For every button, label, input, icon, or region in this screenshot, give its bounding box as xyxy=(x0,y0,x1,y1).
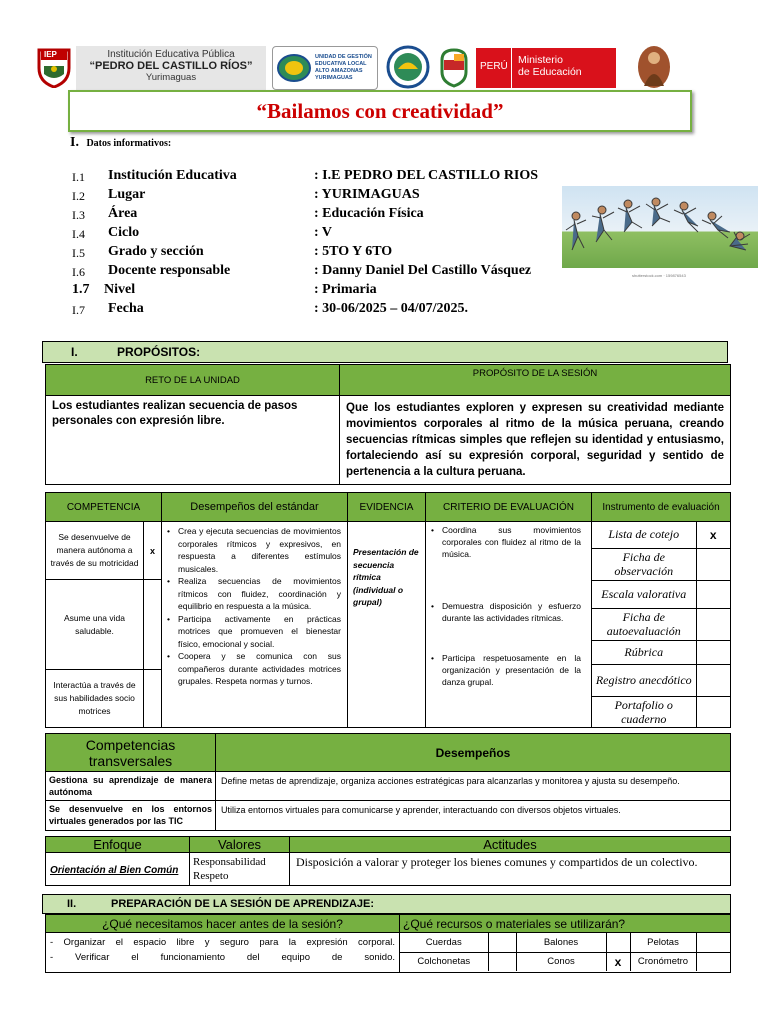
competencia-mark xyxy=(144,522,162,580)
peru-coat-of-arms-icon xyxy=(438,46,470,88)
datos-row xyxy=(72,187,592,206)
proposito-header-label: PROPÓSITO DE LA SESIÓN xyxy=(472,368,598,379)
datos-row-label: Lugar xyxy=(108,187,146,202)
competencia-item xyxy=(46,670,144,728)
transversal-comp: Gestiona su aprendizaje de manera autónoma xyxy=(46,772,216,801)
transversal-desc: Define metas de aprendizaje, organiza acciones estratégicas para alcanzarlas y monitorea y ajusta su desempeño. xyxy=(216,772,731,801)
materiales-grid xyxy=(400,933,730,971)
instrumento-name: Lista de cotejo xyxy=(592,522,696,548)
photo-credit: shutterstock.com · 159876543 xyxy=(632,273,686,278)
ugel-line4: YURIMAGUAS xyxy=(315,75,353,81)
datos-row-label: Fecha xyxy=(108,301,144,316)
instrumentos-list xyxy=(592,522,730,727)
institution-line3: Yurimaguas xyxy=(145,72,197,83)
transversales-header-right-label: Desempeños xyxy=(435,745,511,760)
datos-row xyxy=(72,206,592,225)
instrumento-name: Rúbrica xyxy=(592,640,696,664)
instrumento-mark xyxy=(696,580,730,608)
enfoque-table xyxy=(45,836,731,886)
reto-cell xyxy=(46,396,340,485)
actitud-text: Disposición a valorar y proteger los bienes comunes y compartidos de un colectivo. xyxy=(296,855,698,869)
datos-row-label: Docente responsable xyxy=(108,263,231,278)
datos-row-num: I.3 xyxy=(72,208,85,222)
preparacion-heading-bar xyxy=(42,894,731,914)
valores-cell xyxy=(190,853,290,886)
proposito-cell xyxy=(340,396,731,485)
material-mark xyxy=(696,933,730,952)
instrumentos-cell xyxy=(592,522,731,728)
datos-row xyxy=(72,168,592,187)
col-instrumento-label: Instrumento de evaluación xyxy=(602,501,720,513)
material-name: Cronómetro xyxy=(630,952,696,971)
material-name: Colchonetas xyxy=(400,952,488,971)
criterios-cell xyxy=(426,522,592,728)
material-name: Conos xyxy=(516,952,606,971)
datos-row-num: I.7 xyxy=(72,303,85,317)
competencia-mark xyxy=(144,580,162,670)
peru-label: PERÚ xyxy=(480,61,508,72)
datos-row-label: Grado y sección xyxy=(108,244,204,259)
ministerio-logo xyxy=(476,48,616,88)
materiales-header-label: ¿Qué recursos o materiales se utilizarán? xyxy=(403,916,626,931)
competencia-item-text: Se desenvuelve de manera autónoma a través de su motricidad xyxy=(50,532,139,568)
antes-item: - Organizar el espacio libre y seguro para la expresión corporal. xyxy=(50,937,395,948)
regional-emblem-icon xyxy=(386,44,430,90)
ugel-logo xyxy=(272,46,378,90)
transversales-header-left-label: Competencias transversales xyxy=(85,736,176,769)
propositos-table xyxy=(45,364,731,485)
session-title: “Bailamos con creatividad” xyxy=(256,99,504,123)
competencia-mark-x: x xyxy=(149,545,155,556)
datos-row-label: Institución Educativa xyxy=(108,168,237,183)
material-name: Pelotas xyxy=(630,933,696,952)
instrumento-mark: x xyxy=(696,522,730,548)
datos-row-value: : Danny Daniel Del Castillo Vásquez xyxy=(314,263,532,278)
desempeno-item: • Realiza secuencias de movimientos rítmicos con fluidez, coordinación y equilibrio en respuesta a la música. xyxy=(164,575,341,613)
transversal-desc: Utiliza entornos virtuales para comunicarse y aprender, interactuando con diversos objetos virtuales. xyxy=(216,801,731,831)
propositos-heading-bar xyxy=(42,341,728,363)
datos-heading-num: I. xyxy=(70,135,79,150)
col-competencia-label: COMPETENCIA xyxy=(66,501,141,513)
actitudes-header xyxy=(290,837,731,853)
material-mark xyxy=(488,952,516,971)
valor-item: Responsabilidad xyxy=(193,856,266,868)
material-mark xyxy=(488,933,516,952)
institution-line1: Institución Educativa Pública xyxy=(107,49,235,60)
preparacion-heading-text: PREPARACIÓN DE LA SESIÓN DE APRENDIZAJE: xyxy=(111,898,375,910)
instrumento-mark xyxy=(696,696,730,727)
criterio-item: • Participa respetuosamente en la organización y presentación de la danza grupal. xyxy=(428,652,581,688)
datos-row-num: I.6 xyxy=(72,265,85,279)
instrumento-name: Portafolio o cuaderno xyxy=(592,696,696,727)
header-bar xyxy=(36,44,736,96)
enfoque-header-label: Enfoque xyxy=(93,837,142,852)
valores-header-label: Valores xyxy=(217,837,262,852)
col-criterio xyxy=(426,493,592,522)
datos-row-value: : Primaria xyxy=(314,282,377,297)
datos-heading xyxy=(70,135,171,151)
antes-cell xyxy=(46,933,400,973)
datos-row-num: I.2 xyxy=(72,189,85,203)
enfoque-header xyxy=(46,837,190,853)
ugel-line2: EDUCATIVA LOCAL xyxy=(315,61,367,67)
transversales-table xyxy=(45,733,731,831)
datos-row-value: : YURIMAGUAS xyxy=(314,187,420,202)
ugel-line3: ALTO AMAZONAS xyxy=(315,68,363,74)
proposito-text: Que los estudiantes exploren y expresen su creatividad mediante movimientos corporales al ritmo de la música peruana, creando secuencias rítmicas simples que reflejen su identidad y entusiasmo, fortaleciendo así su expresión corporal, seguridad y sentido de pertenencia a la cultura peruana. xyxy=(346,402,724,478)
school-shield-logo xyxy=(36,44,72,88)
desempeno-item: • Coopera y se comunica con sus compañeros durante actividades motrices grupales. Respeta normas y turnos. xyxy=(164,650,341,688)
instrumento-mark xyxy=(696,664,730,696)
datos-row-value: : V xyxy=(314,225,333,240)
preparacion-table xyxy=(45,914,731,973)
materiales-header xyxy=(400,915,731,933)
evidencia-text: Presentación de secuencia rítmica (individual o grupal) xyxy=(353,547,419,607)
desempeno-item: • Crea y ejecuta secuencias de movimientos corporales rítmicos y expresivos, en respuesta a diferentes estímulos musicales. xyxy=(164,525,341,575)
valores-header xyxy=(190,837,290,853)
instrumento-name: Ficha de observación xyxy=(592,548,696,580)
reto-text: Los estudiantes realizan secuencia de pasos personales con expresión libre. xyxy=(52,400,298,427)
propositos-heading-num: I. xyxy=(71,345,78,359)
datos-list xyxy=(72,168,592,320)
datos-row xyxy=(72,225,592,244)
ministerio-line2: de Educación xyxy=(518,66,582,78)
col-evidencia-label: EVIDENCIA xyxy=(359,501,414,513)
material-mark xyxy=(696,952,730,971)
datos-row-value: : Educación Física xyxy=(314,206,424,221)
shield-logo-text: IEP xyxy=(44,50,57,59)
material-mark xyxy=(606,933,630,952)
col-criterio-label: CRITERIO DE EVALUACIÓN xyxy=(443,501,574,513)
datos-row-label: Ciclo xyxy=(108,225,140,240)
competencia-item xyxy=(46,522,144,580)
instrumento-name: Escala valorativa xyxy=(592,580,696,608)
enfoque-text: Orientación al Bien Común xyxy=(50,865,179,876)
criterio-item: • Demuestra disposición y esfuerzo durante las actividades rítmicas. xyxy=(428,600,581,624)
competencias-table xyxy=(45,492,731,728)
datos-row-label: Nivel xyxy=(104,282,136,297)
datos-row xyxy=(72,263,592,282)
antes-header-label: ¿Qué necesitamos hacer antes de la sesión? xyxy=(102,916,343,931)
datos-row xyxy=(72,301,592,320)
datos-row-value: : I.E PEDRO DEL CASTILLO RIOS xyxy=(314,168,539,183)
criterio-item: • Coordina sus movimientos corporales con fluidez al ritmo de la música. xyxy=(428,524,581,560)
col-competencia xyxy=(46,493,162,522)
material-mark: x xyxy=(606,952,630,971)
datos-row-num: I.1 xyxy=(72,170,85,184)
competencia-item-text: Asume una vida saludable. xyxy=(64,612,125,636)
col-desempenos-label: Desempeños del estándar xyxy=(190,501,319,513)
datos-row-label: Área xyxy=(108,206,138,221)
instrumento-mark xyxy=(696,608,730,640)
competencia-mark xyxy=(144,670,162,728)
session-title-box xyxy=(68,90,692,132)
col-evidencia xyxy=(348,493,426,522)
datos-row-value: : 30-06/2025 – 04/07/2025. xyxy=(314,301,468,316)
valor-item: Respeto xyxy=(193,870,229,882)
antes-header xyxy=(46,915,400,933)
actitudes-header-label: Actitudes xyxy=(483,837,537,852)
ministerio-line1: Ministerio xyxy=(518,54,563,66)
datos-row xyxy=(72,244,592,263)
col-desempenos xyxy=(162,493,348,522)
institution-box xyxy=(76,46,266,90)
datos-row-value: : 5TO Y 6TO xyxy=(314,244,393,259)
reto-header-label: RETO DE LA UNIDAD xyxy=(145,374,240,386)
datos-row-num: 1.7 xyxy=(72,282,90,297)
saint-medallion-icon xyxy=(636,44,672,90)
datos-row xyxy=(72,282,592,301)
enfoque-cell xyxy=(46,853,190,886)
transversales-header-right xyxy=(216,734,731,772)
preparacion-heading-num: II. xyxy=(67,898,77,910)
jumper-figures-icon xyxy=(562,186,758,268)
col-instrumento xyxy=(592,493,731,522)
propositos-heading-text: PROPÓSITOS: xyxy=(117,345,201,359)
transversal-comp: Se desenvuelve en los entornos virtuales generados por las TIC xyxy=(46,801,216,831)
datos-heading-text: Datos informativos: xyxy=(86,138,172,149)
materiales-cell xyxy=(400,933,731,973)
instrumento-name: Registro anecdótico xyxy=(592,664,696,696)
actitud-cell xyxy=(290,853,731,886)
competencia-item xyxy=(46,580,144,670)
ugel-line1: UNIDAD DE GESTIÓN xyxy=(315,54,372,60)
desempeno-item: • Participa activamente en prácticas motrices que promueven el bienestar físico, emocional y social. xyxy=(164,613,341,651)
datos-row-num: I.4 xyxy=(72,227,85,241)
evidencia-cell xyxy=(348,522,426,728)
reto-header xyxy=(46,365,340,396)
instrumento-name: Ficha de autoevaluación xyxy=(592,608,696,640)
material-name: Balones xyxy=(516,933,606,952)
competencia-item-text: Interactúa a través de sus habilidades socio motrices xyxy=(53,680,136,716)
material-name: Cuerdas xyxy=(400,933,488,952)
antes-item: - Verificar el funcionamiento del equipo de sonido. xyxy=(50,952,395,963)
instrumento-mark xyxy=(696,548,730,580)
desempenos-cell xyxy=(162,522,348,728)
instrumento-mark xyxy=(696,640,730,664)
transversales-header-left xyxy=(46,734,216,772)
long-jump-photo xyxy=(562,186,758,268)
institution-line2: “PEDRO DEL CASTILLO RÍOS” xyxy=(89,60,253,72)
proposito-header xyxy=(340,365,731,396)
datos-row-num: I.5 xyxy=(72,246,85,260)
